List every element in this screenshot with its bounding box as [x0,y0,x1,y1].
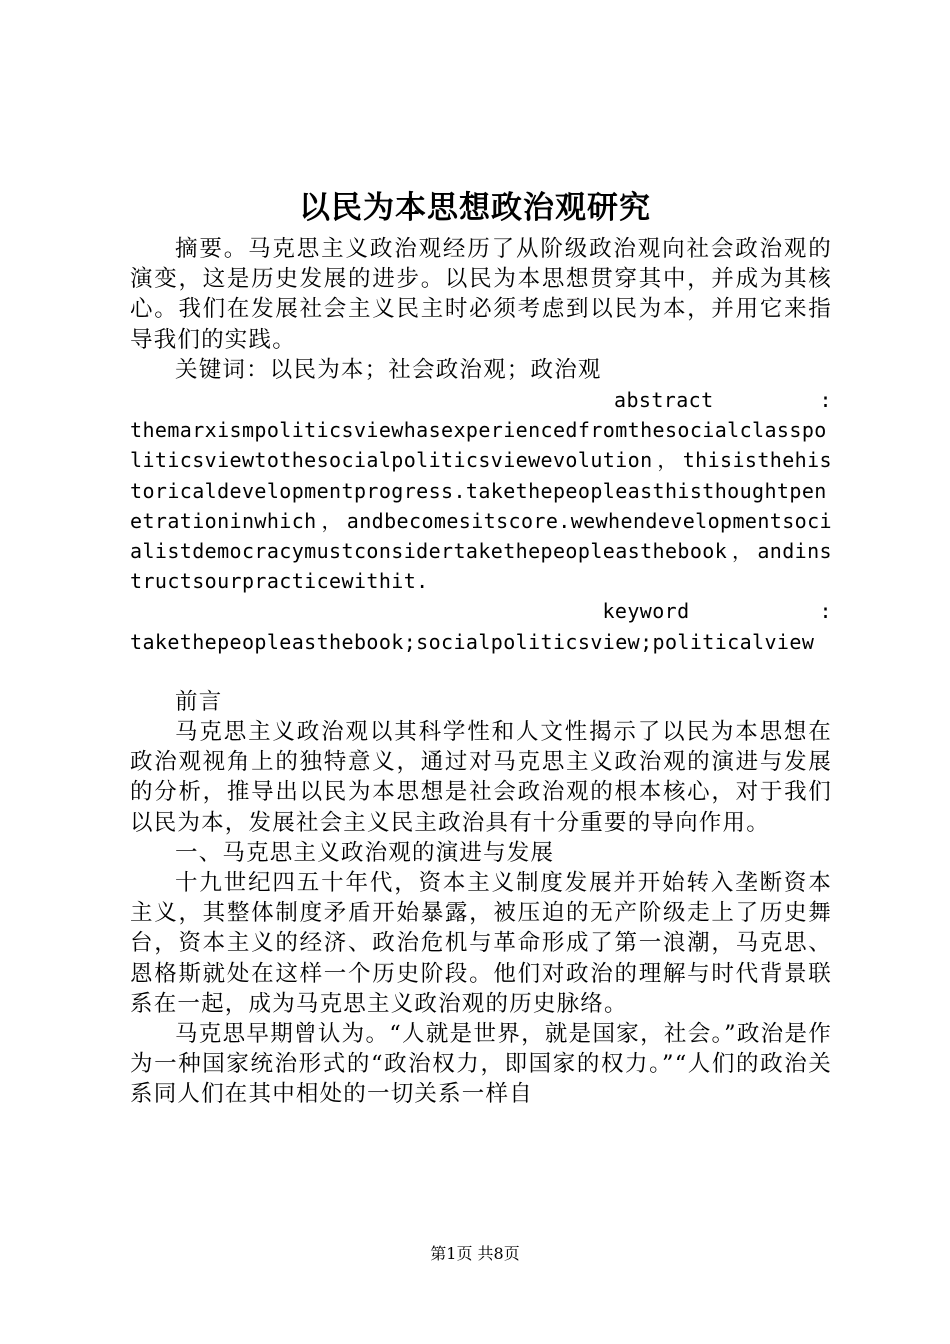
document-title: 以民为本思想政治观研究 [299,190,651,226]
abstract-en-paragraph [130,385,832,596]
abstract-en-text: themarxismpoliticsviewhasexperiencedfromthesocialclasspoliticsviewtothesocialpoliticsviewevolution，thisisthehistoricaldevelopmentprogress.takethepeopleasthisthoughtpenetrationinwhich，andbecomesitscore.wewhendevelopmentsocialistdemocracymustconsidertakethepeopleasthebook，andinstructsourpracticewithit. [130,418,832,594]
keywords-cn-paragraph: 关键词：以民为本；社会政治观；政治观 [175,356,602,383]
abstract-en-colon: : [819,388,832,413]
section1-heading: 一、马克思主义政治观的演进与发展 [175,839,555,866]
keyword-en-label: keyword [602,599,690,624]
abstract-cn-paragraph: 摘要。马克思主义政治观经历了从阶级政治观向社会政治观的演变，这是历史发展的进步。以民为本思想贯穿其中，并成为其核心。我们在发展社会主义民主时必须考虑到以民为本，并用它来指导我们的实践。 [130,236,832,353]
preface-heading: 前言 [175,688,223,715]
keyword-en-text: takethepeopleasthebook;socialpoliticsview;politicalview [130,629,815,654]
blank-line [130,657,832,687]
document-body [130,234,832,1110]
abstract-en-label: abstract [614,388,714,413]
keyword-en-colon: : [819,599,832,624]
section1-paragraph-1: 十九世纪四五十年代，资本主义制度发展并开始转入垄断资本主义，其整体制度矛盾开始暴露，被压迫的无产阶级走上了历史舞台，资本主义的经济、政治危机与革命形成了第一浪潮，马克思、恩格斯就处在这样一个历史阶段。他们对政治的理解与时代背景联系在一起，成为马克思主义政治观的历史脉络。 [130,870,832,1017]
abstract-en-heading [130,385,832,415]
section1-paragraph-2: 马克思早期曾认为。“人就是世界，就是国家，社会。”政治是作为一种国家统治形式的“政治权力，即国家的权力。”“人们的政治关系同人们在其中相处的一切关系一样自 [130,1021,832,1108]
keyword-en-heading [130,596,832,626]
keyword-en-paragraph [130,596,832,656]
page-footer: 第1页 共8页 [430,1244,520,1263]
preface-paragraph: 马克思主义政治观以其科学性和人文性揭示了以民为本思想在政治观视角上的独特意义，通过对马克思主义政治观的演进与发展的分析，推导出以民为本思想是社会政治观的根本核心，对于我们以民为本，发展社会主义民主政治具有十分重要的导向作用。 [130,719,832,836]
